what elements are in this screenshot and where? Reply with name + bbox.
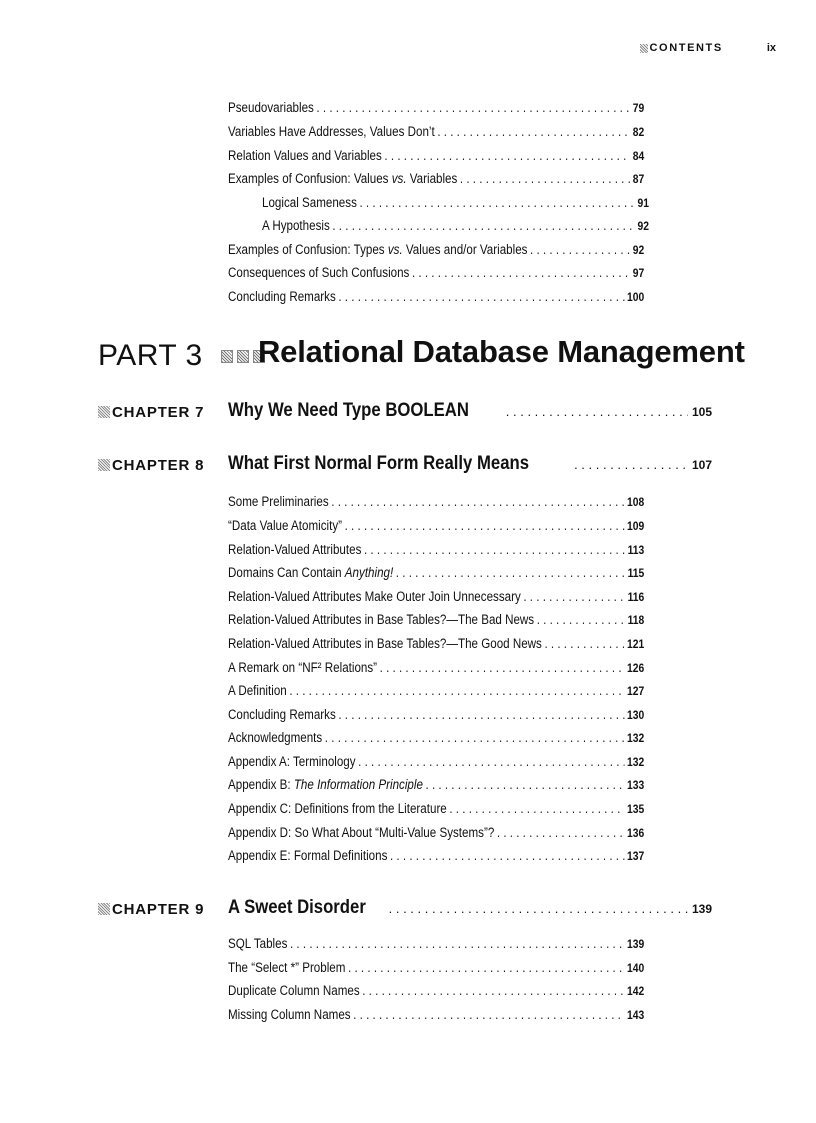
part-label: PART 3: [98, 339, 203, 372]
toc-entry-title: Appendix D: So What About “Multi-Value Systems”?: [228, 825, 495, 840]
dot-leader: [390, 848, 624, 863]
chapter-label: [98, 897, 204, 921]
toc-entry[interactable]: [228, 494, 644, 512]
toc-entry[interactable]: [228, 612, 644, 630]
shaded-square-icon: [640, 44, 648, 53]
dot-leader: [384, 148, 630, 163]
toc-entry-title: Concluding Remarks: [228, 707, 336, 722]
toc-entry-page: 115: [627, 566, 645, 580]
toc-entry-title: The “Select *” Problem: [228, 960, 346, 975]
running-head-label: CONTENTS: [649, 42, 723, 54]
running-head-section: [640, 42, 723, 54]
dot-leader: [530, 242, 630, 257]
toc-entry-page: 113: [627, 543, 645, 557]
toc-entry[interactable]: [228, 960, 644, 978]
toc-entry[interactable]: [228, 242, 644, 260]
toc-entry-page: 92: [632, 243, 645, 257]
toc-entry-title: Appendix B: The Information Principle: [228, 777, 423, 792]
dot-leader: [412, 265, 630, 280]
shaded-square-icon: [98, 406, 110, 418]
dot-leader: [331, 494, 624, 509]
dot-leader: [359, 195, 634, 210]
toc-entry-page: 139: [627, 937, 645, 951]
chapter-page: 105: [691, 405, 712, 419]
toc-entry-title: Appendix E: Formal Definitions: [228, 848, 388, 863]
toc-entry[interactable]: [228, 565, 644, 583]
dot-leader: [362, 983, 624, 998]
toc-entry-title: Appendix A: Terminology: [228, 754, 356, 769]
toc-entry-page: 91: [637, 196, 649, 210]
chapter-label-text: CHAPTER 7: [112, 403, 205, 421]
toc-entry-title: Consequences of Such Confusions: [228, 265, 410, 280]
toc-entry[interactable]: [228, 777, 644, 795]
chapter-title: A Sweet Disorder: [228, 897, 366, 918]
chapter-title-row[interactable]: [228, 897, 712, 921]
shaded-square-icon: [237, 350, 249, 363]
toc-entry[interactable]: [228, 265, 644, 283]
dot-leader: [325, 730, 625, 745]
toc-entry-page: 132: [627, 755, 645, 769]
toc-entry-page: 132: [627, 731, 645, 745]
toc-entry-title: Appendix C: Definitions from the Literature: [228, 801, 447, 816]
toc-entry[interactable]: [228, 707, 644, 725]
chapter-label: [98, 453, 204, 477]
toc-entry[interactable]: [228, 683, 644, 701]
toc-entry-title: Examples of Confusion: Types vs. Values and/or Variables: [228, 242, 528, 257]
dot-leader: [396, 565, 625, 580]
chapter-page: 107: [691, 458, 712, 472]
chapter-label: [98, 400, 204, 424]
toc-entry-title: Relation-Valued Attributes in Base Tables?—The Bad News: [228, 612, 535, 627]
toc-entry-title: Relation-Valued Attributes in Base Tables?—The Good News: [228, 636, 542, 651]
toc-entry-page: 82: [632, 125, 645, 139]
dot-leader: [460, 171, 630, 186]
toc-entry-title: Concluding Remarks: [228, 289, 336, 304]
toc-entry-page: 100: [627, 290, 645, 304]
dot-leader: [449, 801, 624, 816]
toc-entry-page: 127: [627, 684, 645, 698]
toc-entry-page: 133: [627, 778, 645, 792]
toc-entry-page: 140: [627, 961, 645, 975]
chapter-title-row[interactable]: [228, 453, 712, 477]
toc-entry-title: A Remark on “NF² Relations”: [228, 660, 378, 675]
toc-entry-title: Relation-Valued Attributes: [228, 542, 362, 557]
toc-entry[interactable]: [228, 801, 644, 819]
shaded-square-icon: [98, 903, 110, 915]
toc-entry[interactable]: [228, 124, 644, 142]
toc-entry-page: 121: [627, 637, 645, 651]
part-heading: [98, 336, 265, 376]
dot-leader: [332, 218, 635, 233]
toc-entry-title: SQL Tables: [228, 936, 288, 951]
toc-entry[interactable]: [228, 936, 644, 954]
dot-leader: [290, 936, 624, 951]
toc-entry-title: Domains Can Contain Anything!: [228, 565, 394, 580]
toc-entry[interactable]: [228, 171, 644, 189]
page-number: ix: [766, 42, 776, 54]
dot-leader: [523, 589, 625, 604]
toc-entry[interactable]: [228, 542, 644, 560]
dot-leader: [345, 518, 625, 533]
toc-entry[interactable]: [228, 100, 644, 118]
toc-entry[interactable]: [228, 825, 644, 843]
toc-entry[interactable]: [228, 518, 644, 536]
dot-leader: [544, 636, 624, 651]
part-title[interactable]: Relational Database Management: [258, 334, 745, 369]
toc-entry-page: 108: [627, 495, 645, 509]
dot-leader: [425, 777, 624, 792]
chapter-title: What First Normal Form Really Means: [228, 453, 530, 474]
dot-leader: [358, 754, 624, 769]
chapter-label-text: CHAPTER 8: [112, 456, 205, 474]
toc-entry-page: 135: [627, 802, 645, 816]
running-head: [640, 40, 777, 56]
toc-entry[interactable]: [228, 848, 644, 866]
toc-entry[interactable]: [228, 289, 644, 307]
shaded-square-icon: [221, 350, 233, 363]
toc-entry[interactable]: [228, 730, 644, 748]
toc-entry-page: 143: [627, 1008, 645, 1022]
toc-entry-title: Logical Sameness: [262, 195, 357, 210]
toc-entry[interactable]: [228, 754, 644, 772]
toc-entry-title: Examples of Confusion: Values vs. Variables: [228, 171, 458, 186]
chapter-title-row[interactable]: [228, 400, 712, 424]
dot-leader: [338, 707, 624, 722]
dot-leader: [574, 457, 688, 472]
toc-subentry[interactable]: [262, 195, 649, 213]
toc-entry[interactable]: [228, 1007, 644, 1025]
dot-leader: [348, 960, 624, 975]
dot-leader: [316, 100, 630, 115]
toc-entry-title: Some Preliminaries: [228, 494, 329, 509]
toc-entry-title: Relation-Valued Attributes Make Outer Join Unnecessary: [228, 589, 521, 604]
toc-entry-title: A Definition: [228, 683, 287, 698]
dot-leader: [389, 901, 688, 916]
toc-entry-page: 92: [637, 219, 649, 233]
toc-entry-title: Relation Values and Variables: [228, 148, 382, 163]
dot-leader: [437, 124, 630, 139]
toc-entry-title: A Hypothesis: [262, 218, 330, 233]
toc-entry-page: 136: [627, 826, 645, 840]
dot-leader: [353, 1007, 624, 1022]
dot-leader: [537, 612, 625, 627]
toc-entry[interactable]: [228, 589, 644, 607]
toc-entry-title: Duplicate Column Names: [228, 983, 360, 998]
toc-entry[interactable]: [228, 660, 644, 678]
toc-subentry[interactable]: [262, 218, 649, 236]
dot-leader: [364, 542, 625, 557]
toc-entry-page: 109: [627, 519, 645, 533]
chapter-title: Why We Need Type BOOLEAN: [228, 400, 469, 421]
toc-entry-title: Pseudovariables: [228, 100, 314, 115]
chapter-label-text: CHAPTER 9: [112, 900, 205, 918]
toc-entry[interactable]: [228, 148, 644, 166]
toc-entry-page: 84: [632, 149, 645, 163]
dot-leader: [497, 825, 625, 840]
toc-entry-page: 87: [632, 172, 645, 186]
dot-leader: [380, 660, 625, 675]
toc-entry-title: Variables Have Addresses, Values Don’t: [228, 124, 435, 139]
toc-entry-page: 137: [627, 849, 645, 863]
dot-leader: [289, 683, 624, 698]
toc-entry-title: Missing Column Names: [228, 1007, 351, 1022]
toc-entry-title: Acknowledgments: [228, 730, 323, 745]
toc-entry-page: 142: [627, 984, 645, 998]
toc-entry-title: “Data Value Atomicity”: [228, 518, 343, 533]
toc-entry[interactable]: [228, 636, 644, 654]
toc-entry-page: 97: [632, 266, 645, 280]
dot-leader: [506, 404, 688, 419]
chapter-page: 139: [691, 902, 712, 916]
dot-leader: [338, 289, 624, 304]
toc-entry[interactable]: [228, 983, 644, 1001]
toc-entry-page: 79: [632, 101, 645, 115]
toc-entry-page: 130: [627, 708, 645, 722]
toc-entry-page: 118: [627, 613, 645, 627]
toc-entry-page: 116: [627, 590, 645, 604]
toc-entry-page: 126: [627, 661, 645, 675]
shaded-square-icon: [98, 459, 110, 471]
